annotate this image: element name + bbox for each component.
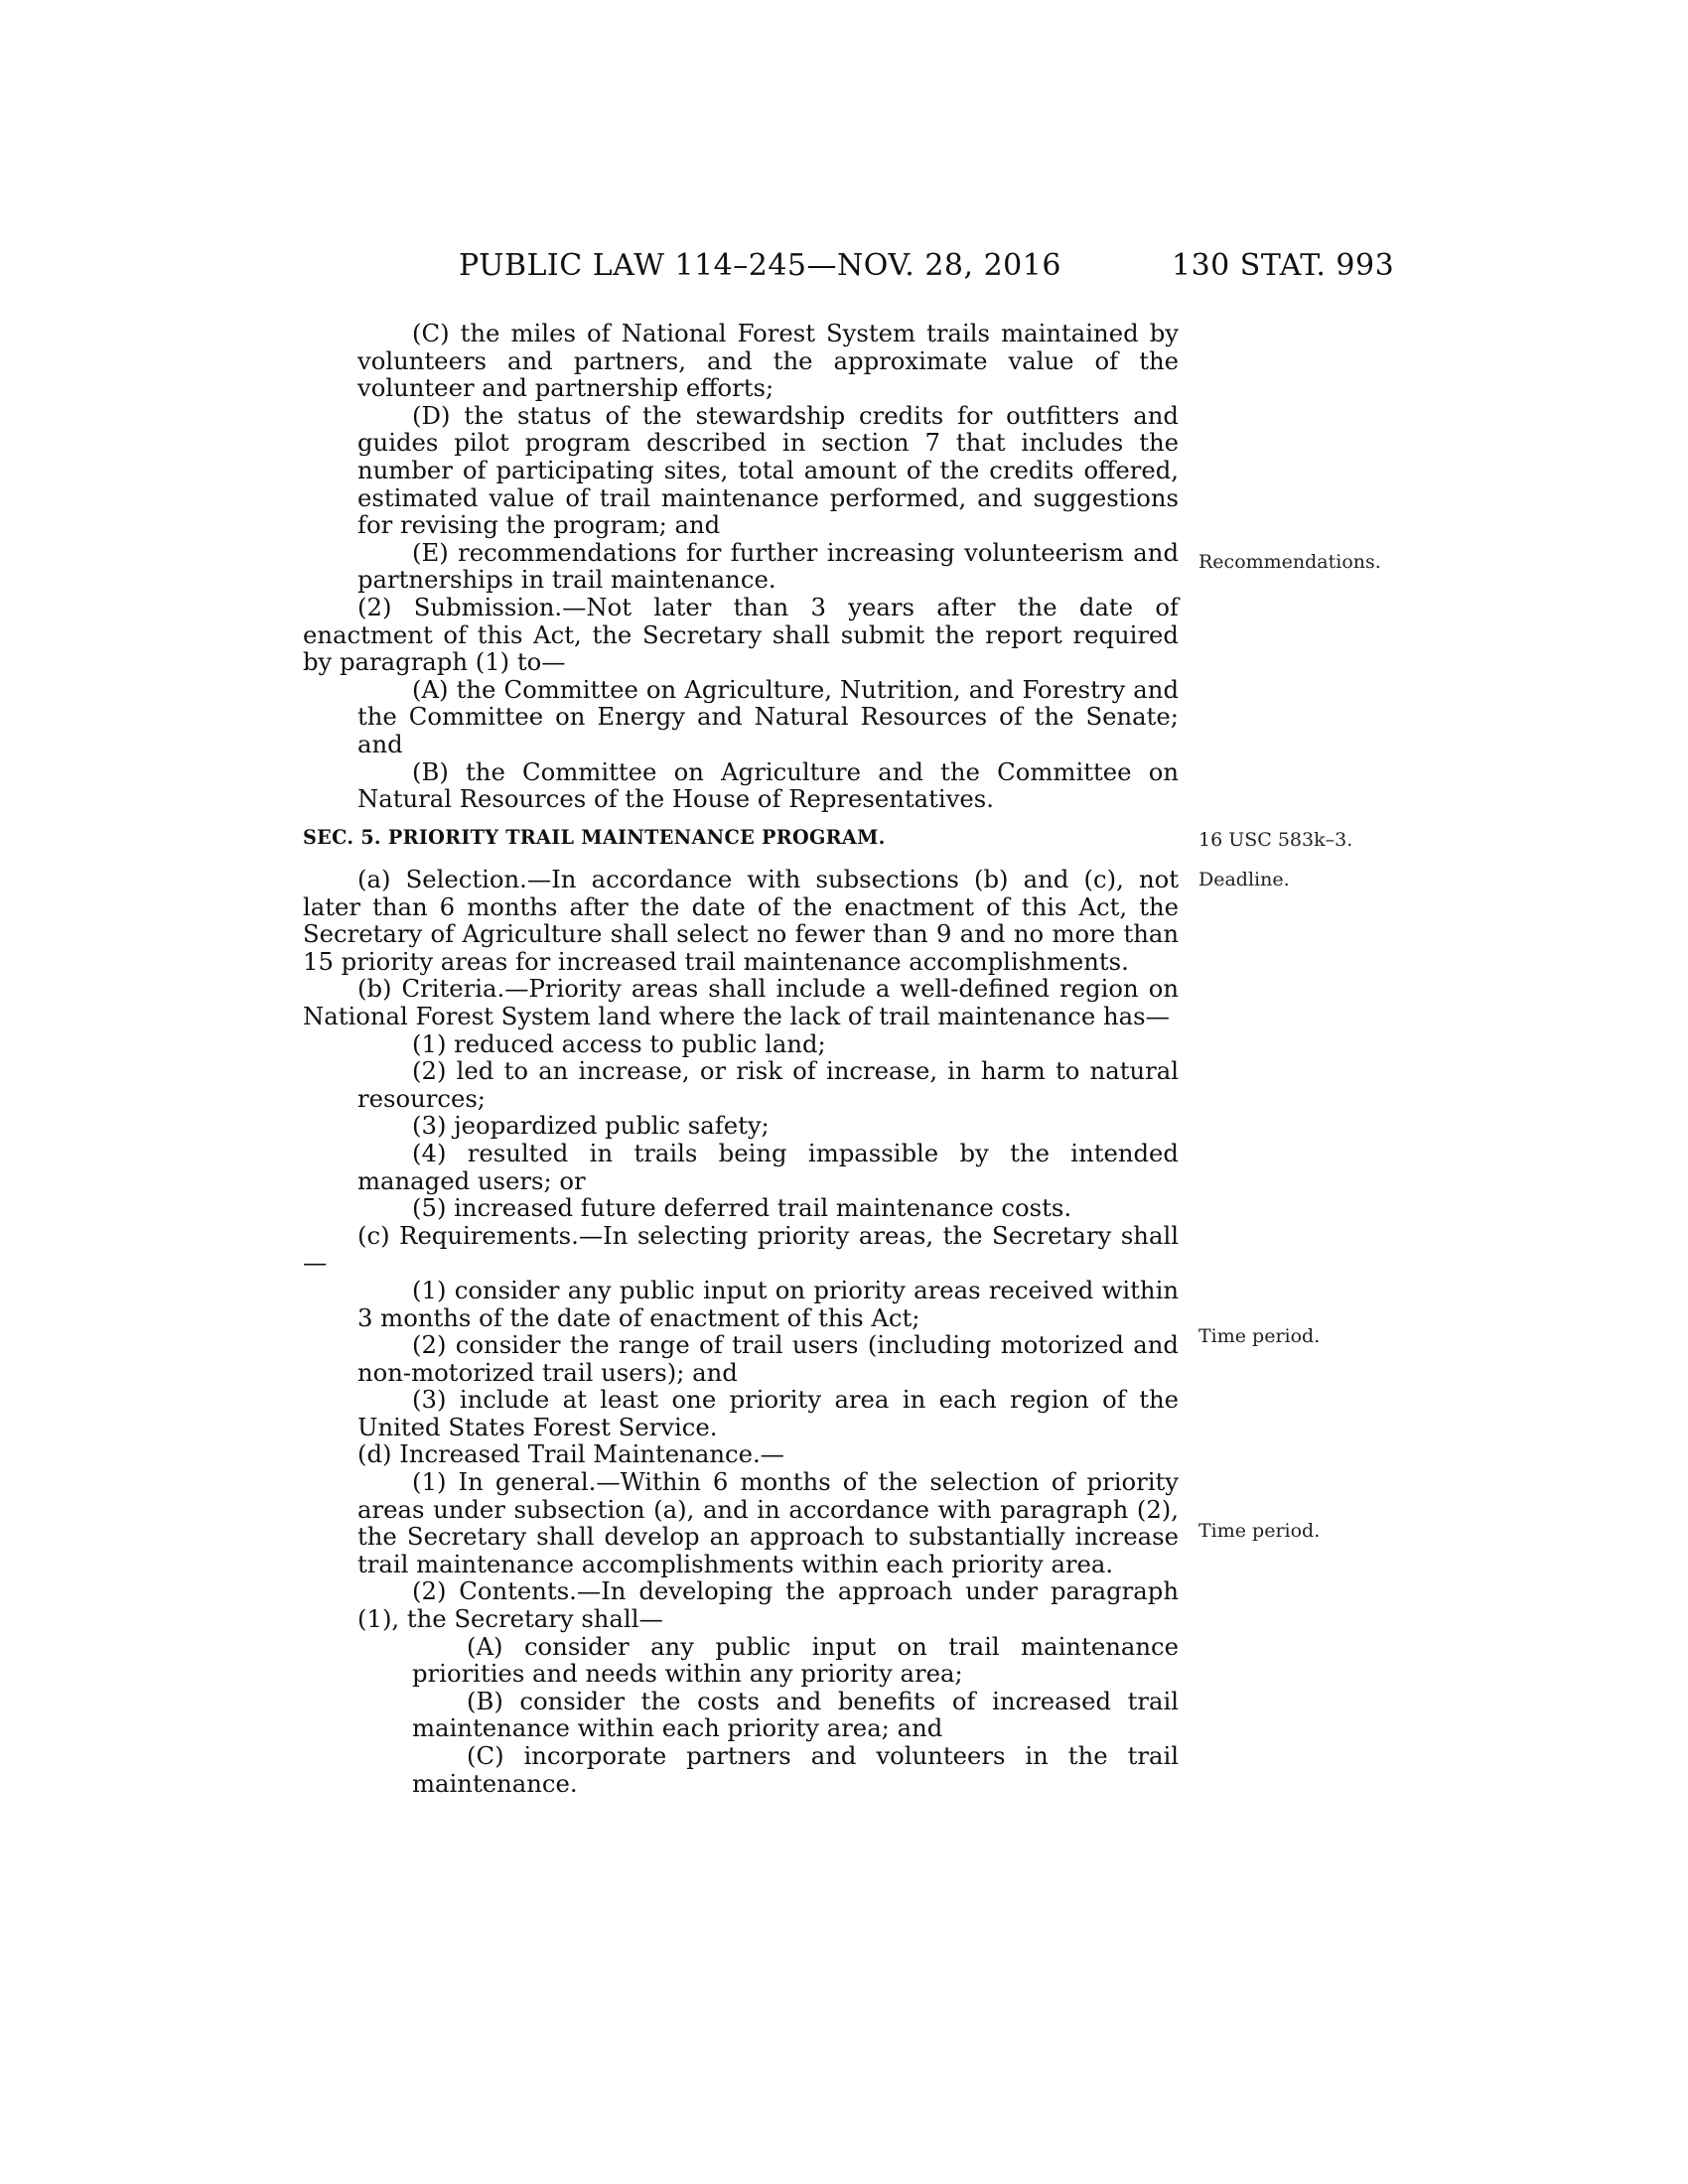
criteria-item-1: (1) reduced access to public land; bbox=[412, 1028, 826, 1058]
item-a-senate-committees: (A) the Committee on Agriculture, Nutrition, and Forestry and the Committee on Energy and Natural Resources of the Senate; and bbox=[357, 674, 1179, 758]
page-header bbox=[0, 248, 1688, 288]
item-b-house-committees: (B) the Committee on Agriculture and the Committee on Natural Resources of the House of Representatives. bbox=[357, 756, 1179, 814]
paragraph-d2-contents: (2) Contents.—In developing the approach under paragraph (1), the Secretary shall— bbox=[357, 1576, 1179, 1634]
body-text-section5 bbox=[303, 866, 1179, 1797]
subsection-a-selection: (a) Selection.—In accordance with subsections (b) and (c), not later than 6 months after the date of the enactment of this Act, the Secretary of Agriculture shall select no fewer than 9 and no more than 15 priority areas for increased trail maintenance accomplishments. bbox=[303, 865, 1179, 976]
margin-note-recommendations: Recommendations. bbox=[1198, 551, 1381, 573]
requirement-item-3: (3) include at least one priority area in each region of the United States Forest Service. bbox=[357, 1385, 1179, 1441]
margin-note-usc: 16 USC 583k–3. bbox=[1198, 829, 1353, 851]
item-e-recommendations: (E) recommendations for further increasing volunteerism and partnerships in trail maintenance. bbox=[357, 537, 1179, 595]
margin-note-time-period-2: Time period. bbox=[1198, 1520, 1321, 1542]
margin-note-time-period-1: Time period. bbox=[1198, 1325, 1321, 1347]
requirement-item-1: (1) consider any public input on priority areas received within 3 months of the date of enactment of this Act; bbox=[357, 1275, 1179, 1332]
law-title: PUBLIC LAW 114–245—NOV. 28, 2016 bbox=[459, 248, 1061, 283]
item-d-stewardship: (D) the status of the stewardship credits for outfitters and guides pilot program described in section 7 that includes the number of participating sites, total amount of the credits offered, estimated value of trail maintenance performed, and suggestions for revising the program; and bbox=[357, 400, 1179, 540]
contents-item-a: (A) consider any public input on trail maintenance priorities and needs within any priority area; bbox=[412, 1631, 1179, 1689]
paragraph-d1-in-general: (1) In general.—Within 6 months of the selection of priority areas under subsection (a), and in accordance with paragraph (2), the Secretary shall develop an approach to substantially increase trail maintenance accomplishments within each priority area. bbox=[357, 1467, 1179, 1578]
criteria-item-4: (4) resulted in trails being impassible by the intended managed users; or bbox=[357, 1138, 1179, 1195]
criteria-item-2: (2) led to an increase, or risk of increase, in harm to natural resources; bbox=[357, 1056, 1179, 1113]
paragraph-2-submission: (2) Submission.—Not later than 3 years after the date of enactment of this Act, the Secretary shall submit the report required by paragraph (1) to— bbox=[303, 592, 1179, 677]
item-c-miles: (C) the miles of National Forest System trails maintained by volunteers and partners, and the approximate value of the volunteer and partnership efforts; bbox=[357, 319, 1179, 403]
subsection-d-increased-maintenance: (d) Increased Trail Maintenance.— bbox=[357, 1439, 784, 1469]
subsection-b-criteria: (b) Criteria.—Priority areas shall include a well-defined region on National Forest System land where the lack of trail maintenance has— bbox=[303, 974, 1179, 1030]
subsection-c-requirements: (c) Requirements.—In selecting priority areas, the Secretary shall— bbox=[303, 1220, 1179, 1278]
criteria-item-3: (3) jeopardized public safety; bbox=[412, 1111, 770, 1141]
margin-note-deadline: Deadline. bbox=[1198, 869, 1290, 890]
contents-item-b: (B) consider the costs and benefits of increased trail maintenance within each priority area; and bbox=[412, 1686, 1179, 1743]
stat-page-number: 130 STAT. 993 bbox=[1172, 248, 1395, 283]
criteria-item-5: (5) increased future deferred trail maintenance costs. bbox=[412, 1193, 1072, 1223]
contents-item-c: (C) incorporate partners and volunteers in the trail maintenance. bbox=[412, 1741, 1179, 1798]
section-5-heading: SEC. 5. PRIORITY TRAIL MAINTENANCE PROGRAM. bbox=[303, 826, 886, 849]
body-text-top bbox=[303, 320, 1179, 813]
requirement-item-2: (2) consider the range of trail users (including motorized and non-motorized trail users); and bbox=[357, 1330, 1179, 1387]
